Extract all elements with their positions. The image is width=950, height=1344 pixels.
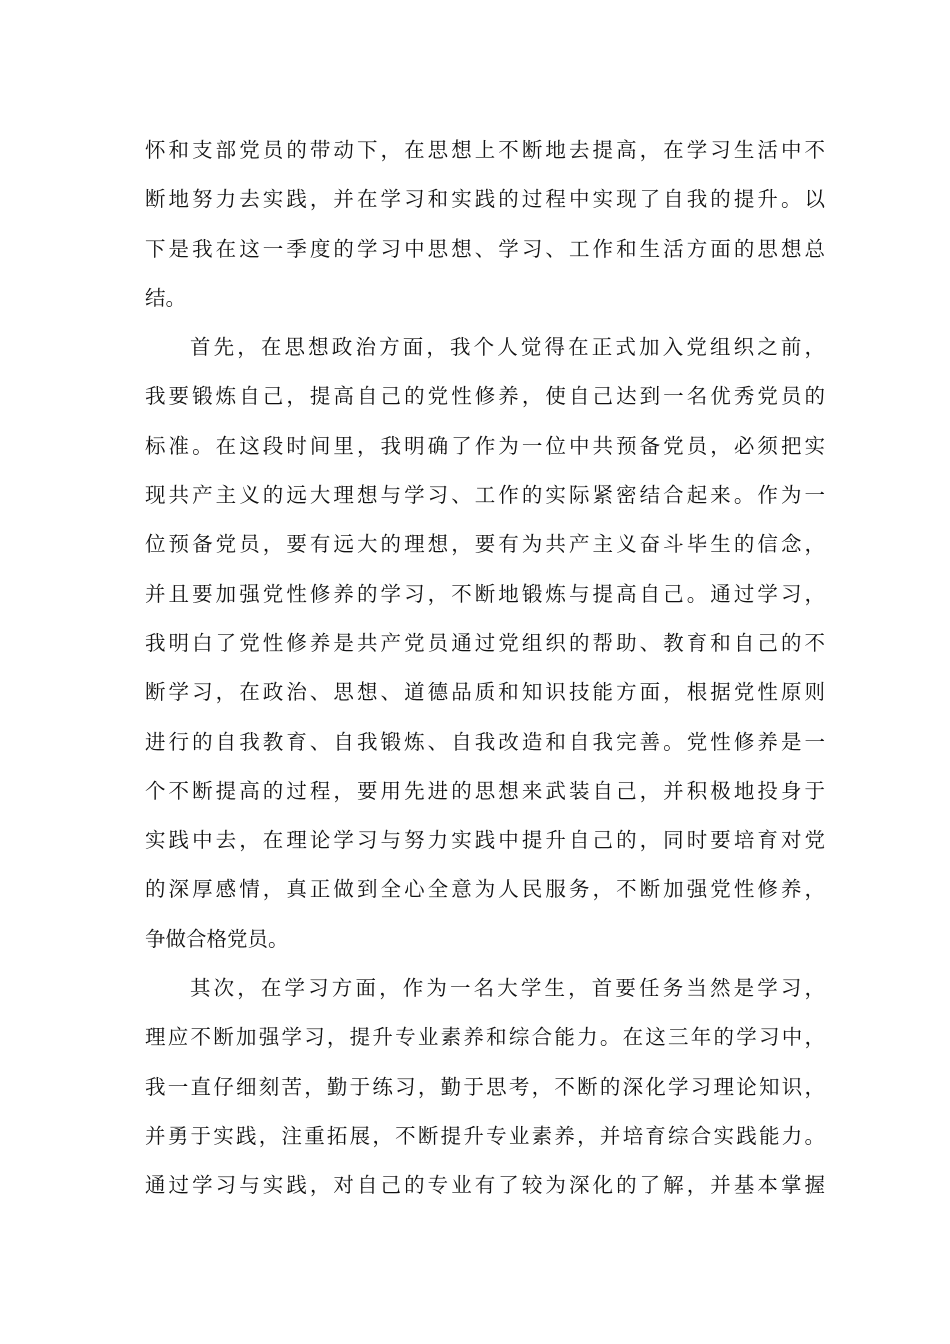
text-line: 标准。在这段时间里，我明确了作为一位中共预备党员，必须把实 bbox=[145, 433, 825, 458]
text-line: 个不断提高的过程，要用先进的思想来武装自己，并积极地投身于 bbox=[145, 778, 825, 803]
text-line: 我要锻炼自己，提高自己的党性修养，使自己达到一名优秀党员的 bbox=[145, 384, 825, 409]
paragraph-2 bbox=[145, 323, 825, 964]
paragraph-1 bbox=[145, 126, 825, 323]
text-line: 并勇于实践，注重拓展，不断提升专业素养，并培育综合实践能力。 bbox=[145, 1123, 825, 1148]
document-body bbox=[145, 126, 825, 1211]
text-line: 断学习，在政治、思想、道德品质和知识技能方面，根据党性原则 bbox=[145, 680, 825, 705]
text-line: 争做合格党员。 bbox=[145, 926, 289, 951]
text-line: 现共产主义的远大理想与学习、工作的实际紧密结合起来。作为一 bbox=[145, 483, 825, 508]
text-line: 下是我在这一季度的学习中思想、学习、工作和生活方面的思想总 bbox=[145, 236, 825, 261]
text-line: 进行的自我教育、自我锻炼、自我改造和自我完善。党性修养是一 bbox=[145, 729, 825, 754]
text-line: 我明白了党性修养是共产党员通过党组织的帮助、教育和自己的不 bbox=[145, 630, 825, 655]
text-line: 其次，在学习方面，作为一名大学生，首要任务当然是学习， bbox=[190, 976, 825, 1001]
text-line: 结。 bbox=[145, 285, 186, 310]
text-line: 理应不断加强学习，提升专业素养和综合能力。在这三年的学习中， bbox=[145, 1025, 825, 1050]
text-line: 通过学习与实践，对自己的专业有了较为深化的了解，并基本掌握 bbox=[145, 1173, 825, 1198]
text-line: 的深厚感情，真正做到全心全意为人民服务，不断加强党性修养， bbox=[145, 877, 825, 902]
text-line: 怀和支部党员的带动下，在思想上不断地去提高，在学习生活中不 bbox=[145, 138, 825, 162]
text-line: 并且要加强党性修养的学习，不断地锻炼与提高自己。通过学习， bbox=[145, 581, 825, 606]
text-line: 我一直仔细刻苦，勤于练习，勤于思考，不断的深化学习理论知识， bbox=[145, 1074, 825, 1099]
text-line: 位预备党员，要有远大的理想，要有为共产主义奋斗毕生的信念， bbox=[145, 532, 825, 557]
text-line: 首先，在思想政治方面，我个人觉得在正式加入党组织之前， bbox=[190, 335, 825, 360]
text-line: 实践中去，在理论学习与努力实践中提升自己的，同时要培育对党 bbox=[145, 828, 825, 853]
text-line: 断地努力去实践，并在学习和实践的过程中实现了自我的提升。以 bbox=[145, 187, 825, 212]
paragraph-3 bbox=[145, 964, 825, 1210]
